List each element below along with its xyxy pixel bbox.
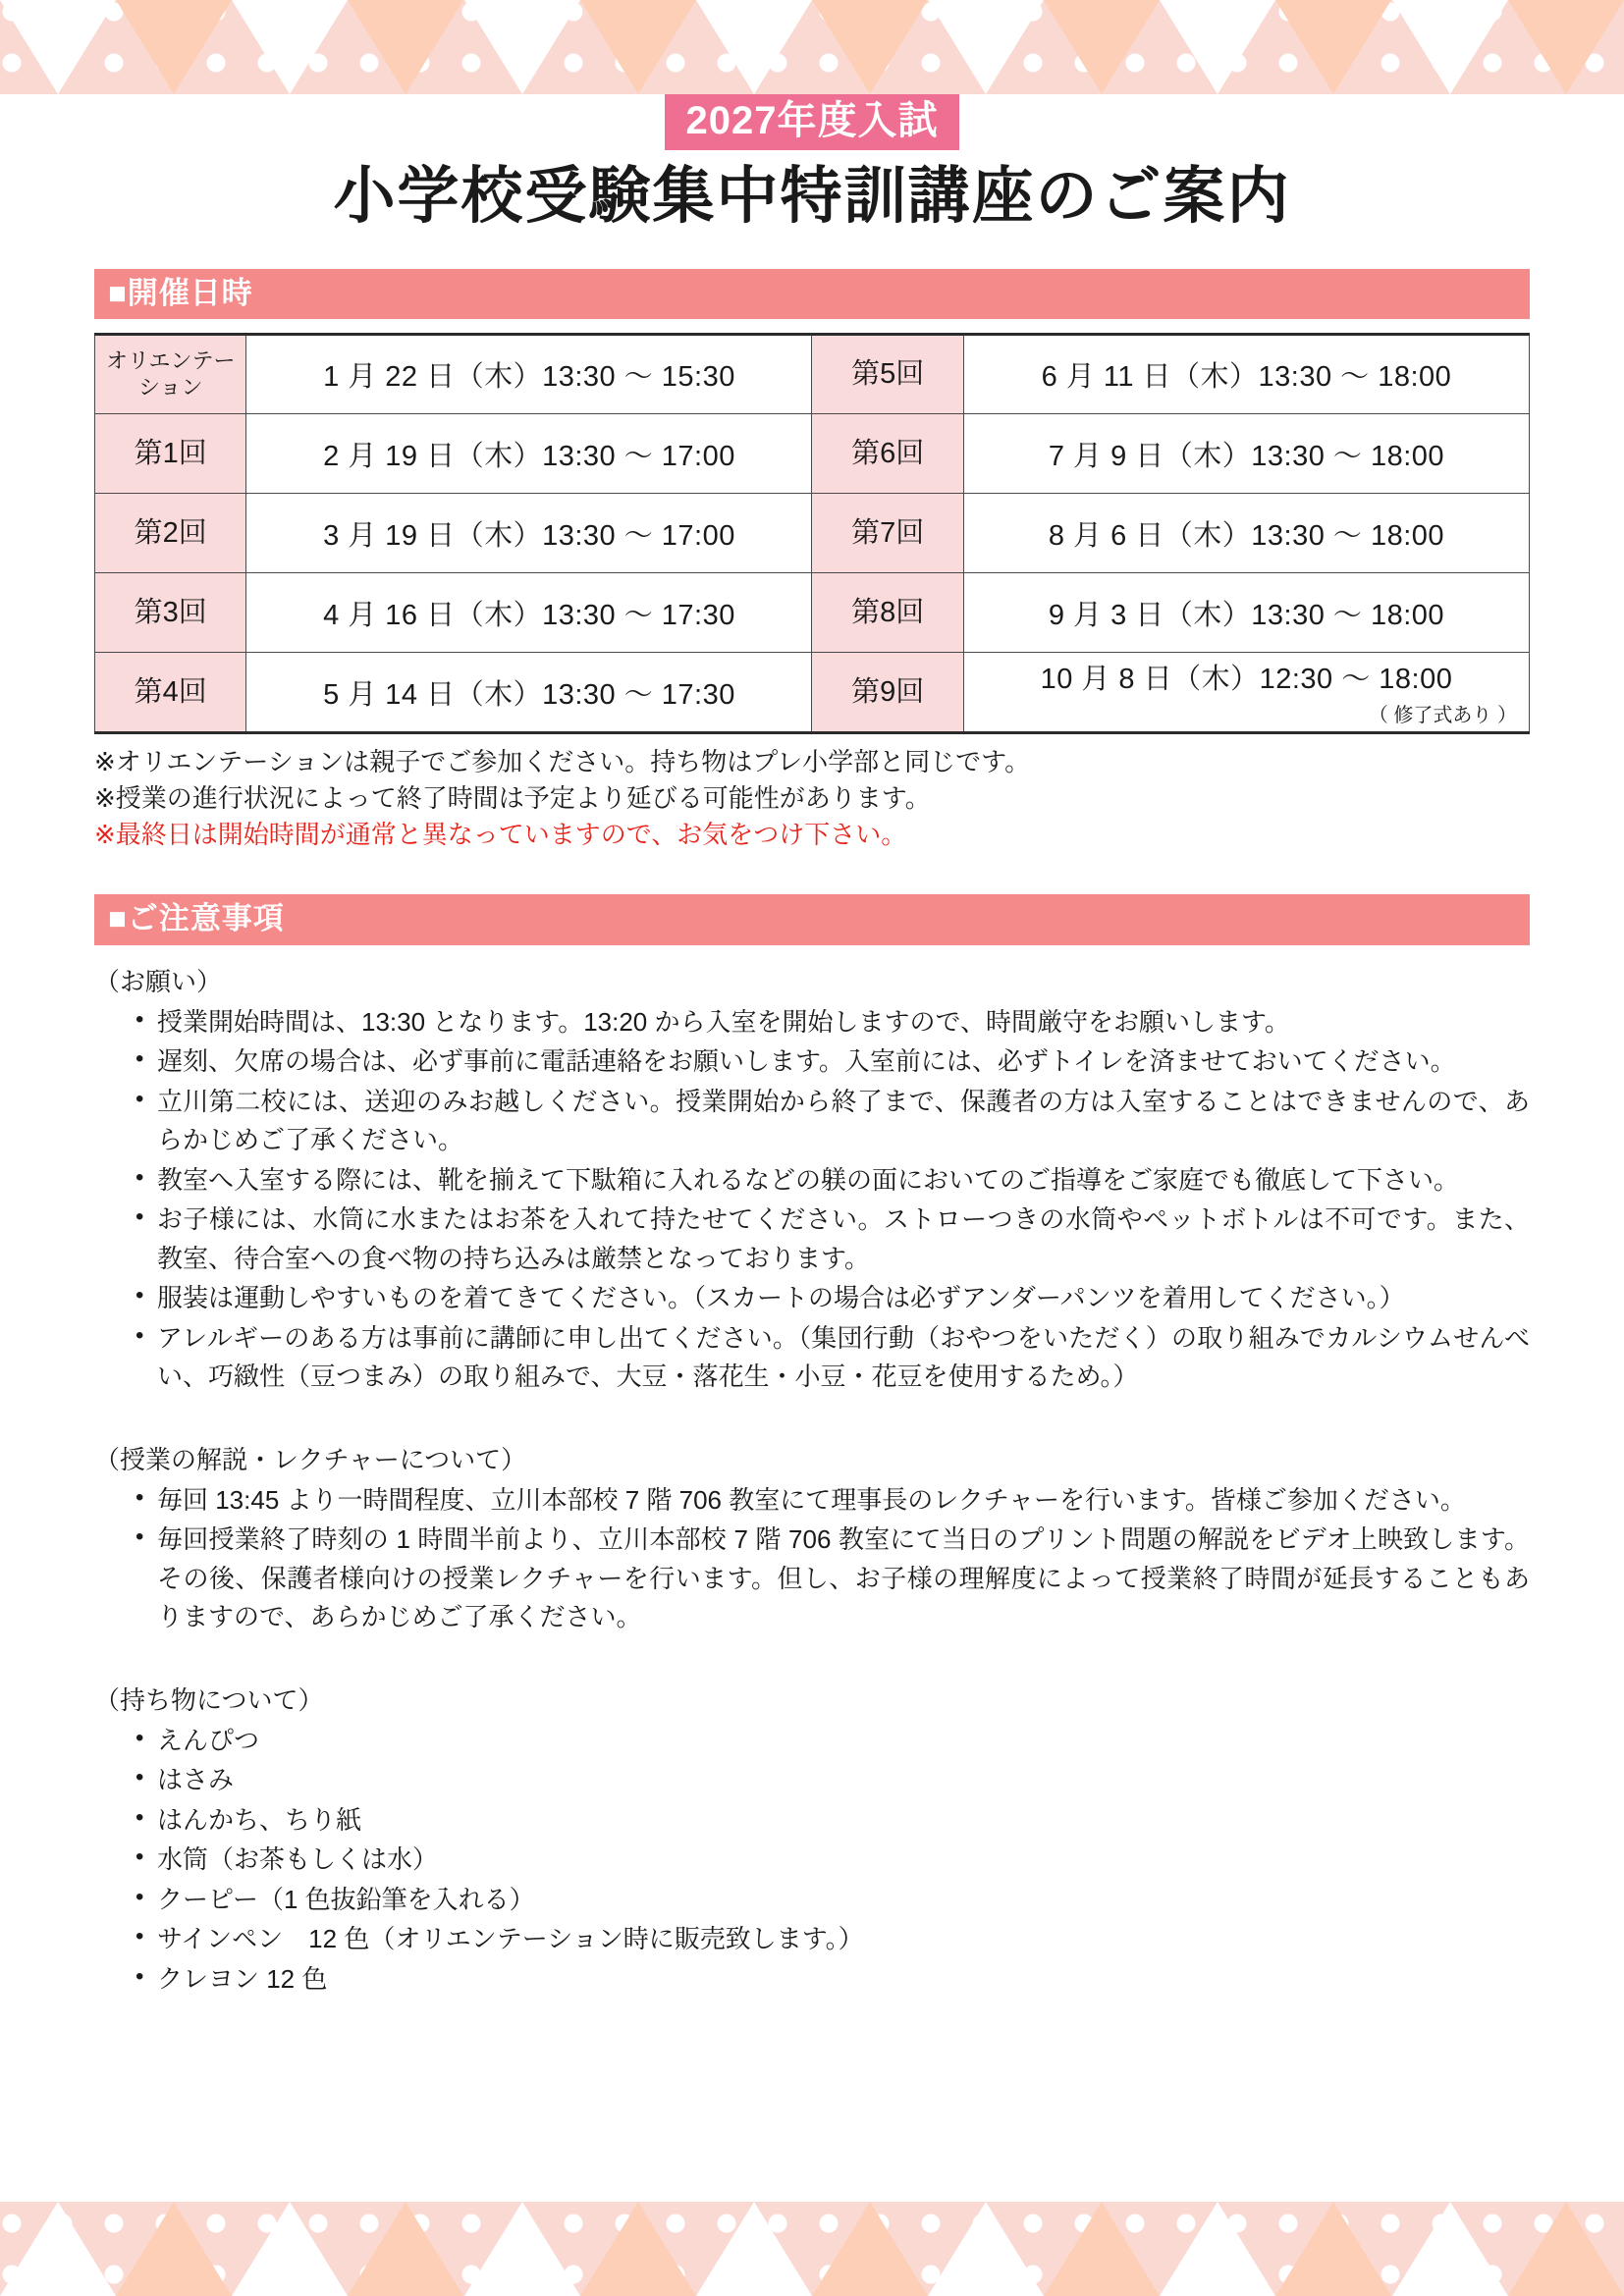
list-item: • アレルギーのある方は事前に講師に申し出てください。（集団行動（おやつをいただく）の取り組みでカルシウムせんべい、巧緻性（豆つまみ）の取り組みで、大豆・落花生・小豆・花豆を使用するため。） bbox=[132, 1319, 1530, 1397]
belongings-list bbox=[94, 1722, 1530, 2000]
subheading-belongings: （持ち物について） bbox=[94, 1684, 324, 1715]
schedule-left-label: 第4回 bbox=[95, 653, 246, 733]
badge-container bbox=[94, 94, 1530, 150]
schedule-left-value: 3 月 19 日（木）13:30 〜 17:00 bbox=[246, 494, 812, 573]
list-item: • 毎回授業終了時刻の 1 時間半前より、立川本部校 7 階 706 教室にて当日のプリント問題の解説をビデオ上映致します。その後、保護者様向けの授業レクチャーを行います。但し、お子様の理解度によって授業終了時間が延長することもありますので、あらかじめご了承ください。 bbox=[132, 1521, 1530, 1637]
schedule-left-label: 第3回 bbox=[95, 573, 246, 653]
table-row bbox=[95, 494, 1530, 573]
schedule-left-label: 第2回 bbox=[95, 494, 246, 573]
section-header-schedule: ■開催日時 bbox=[94, 269, 1530, 320]
schedule-left-value: 4 月 16 日（木）13:30 〜 17:30 bbox=[246, 573, 812, 653]
schedule-right-value-text: 10 月 8 日（木）12:30 〜 18:00 bbox=[1040, 664, 1453, 696]
schedule-note: ※授業の進行状況によって終了時間は予定より延びる可能性があります。 bbox=[94, 783, 931, 814]
list-item: • はさみ bbox=[132, 1761, 1530, 1800]
list-item: • はんかち、ちり紙 bbox=[132, 1801, 1530, 1841]
schedule-notes bbox=[94, 744, 1530, 853]
table-row bbox=[95, 573, 1530, 653]
table-row bbox=[95, 414, 1530, 494]
subheading-lecture: （授業の解説・レクチャーについて） bbox=[94, 1444, 527, 1474]
page-title: 小学校受験集中特訓講座のご案内 bbox=[333, 162, 1291, 231]
schedule-right-label: 第7回 bbox=[812, 494, 963, 573]
schedule-left-label: オリエンテーション bbox=[95, 335, 246, 414]
list-item: • 遅刻、欠席の場合は、必ず事前に電話連絡をお願いします。入室前には、必ずトイレを済ませておいてください。 bbox=[132, 1042, 1530, 1082]
list-item: • 水筒（お茶もしくは水） bbox=[132, 1841, 1530, 1880]
schedule-left-label: 第1回 bbox=[95, 414, 246, 494]
spacer bbox=[94, 1638, 1530, 1664]
exam-year-badge: 2027年度入試 bbox=[665, 94, 960, 150]
schedule-right-label: 第5回 bbox=[812, 335, 963, 414]
request-list bbox=[94, 1003, 1530, 1397]
schedule-right-value: 6 月 11 日（木）13:30 〜 18:00 bbox=[963, 335, 1529, 414]
list-item: • 立川第二校には、送迎のみお越しください。授業開始から終了まで、保護者の方は入室することはできませんので、あらかじめご了承ください。 bbox=[132, 1083, 1530, 1160]
schedule-left-value: 5 月 14 日（木）13:30 〜 17:30 bbox=[246, 653, 812, 733]
table-row bbox=[95, 653, 1530, 733]
schedule-right-label: 第6回 bbox=[812, 414, 963, 494]
subheading-request: （お願い） bbox=[94, 966, 223, 996]
schedule-right-value: 9 月 3 日（木）13:30 〜 18:00 bbox=[963, 573, 1529, 653]
list-item: • 服装は運動しやすいものを着てきてください。（スカートの場合は必ずアンダーパンツを着用してください。） bbox=[132, 1279, 1530, 1318]
lecture-list bbox=[94, 1481, 1530, 1637]
list-item: • 毎回 13:45 より一時間程度、立川本部校 7 階 706 教室にて理事長のレクチャーを行います。皆様ご参加ください。 bbox=[132, 1481, 1530, 1521]
list-item: • 授業開始時間は、13:30 となります。13:20 から入室を開始しますので、時間厳守をお願いします。 bbox=[132, 1003, 1530, 1042]
schedule-right-label: 第9回 bbox=[812, 653, 963, 733]
schedule-table bbox=[94, 333, 1530, 734]
schedule-right-value-final bbox=[963, 653, 1529, 733]
schedule-right-value: 7 月 9 日（木）13:30 〜 18:00 bbox=[963, 414, 1529, 494]
schedule-note: ※オリエンテーションは親子でご参加ください。持ち物はプレ小学部と同じです。 bbox=[94, 747, 1031, 777]
schedule-note-alert: ※最終日は開始時間が通常と異なっていますので、お気をつけ下さい。 bbox=[94, 820, 907, 849]
ceremony-note: （ 修了式あり ） bbox=[1368, 705, 1517, 727]
list-item: • サインペン 12 色（オリエンテーション時に販売致します。） bbox=[132, 1920, 1530, 1959]
list-item: • 教室へ入室する際には、靴を揃えて下駄箱に入れるなどの躾の面においてのご指導をご家庭でも徹底して下さい。 bbox=[132, 1161, 1530, 1201]
list-item: • お子様には、水筒に水またはお茶を入れて持たせてください。ストローつきの水筒やペットボトルは不可です。また、教室、待合室への食べ物の持ち込みは厳禁となっております。 bbox=[132, 1201, 1530, 1278]
list-item: • クーピー（1 色抜鉛筆を入れる） bbox=[132, 1881, 1530, 1920]
list-item: • えんぴつ bbox=[132, 1722, 1530, 1761]
schedule-right-label: 第8回 bbox=[812, 573, 963, 653]
table-row bbox=[95, 335, 1530, 414]
schedule-left-value: 1 月 22 日（木）13:30 〜 15:30 bbox=[246, 335, 812, 414]
spacer bbox=[94, 1398, 1530, 1423]
list-item: • クレヨン 12 色 bbox=[132, 1960, 1530, 2000]
section-header-notice: ■ご注意事項 bbox=[94, 894, 1530, 945]
schedule-left-value: 2 月 19 日（木）13:30 〜 17:00 bbox=[246, 414, 812, 494]
schedule-right-value: 8 月 6 日（木）13:30 〜 18:00 bbox=[963, 494, 1529, 573]
